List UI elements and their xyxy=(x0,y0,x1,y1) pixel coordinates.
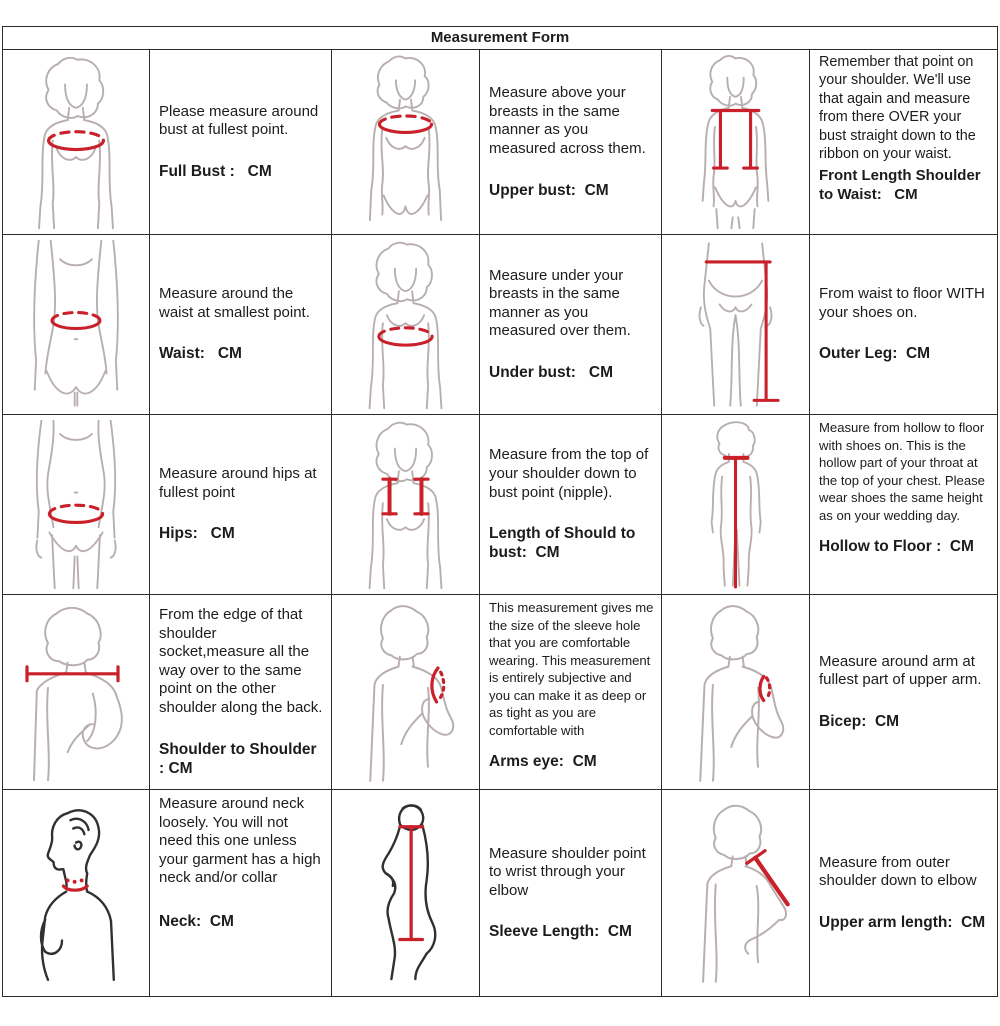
measurement-grid xyxy=(3,50,997,996)
upper-arm-label: Upper arm length: CM xyxy=(819,913,986,931)
upper-arm-illustration xyxy=(662,790,810,996)
upper-bust-cell xyxy=(480,50,662,235)
sleeve-length-figure-icon xyxy=(335,793,476,993)
bicep-cell xyxy=(810,595,997,790)
arms-eye-illustration xyxy=(332,595,480,790)
bicep-figure-icon xyxy=(665,598,806,786)
full-bust-figure-icon xyxy=(6,53,146,231)
hollow-to-floor-illustration xyxy=(662,415,810,595)
neck-label: Neck: CM xyxy=(159,912,234,930)
arms-eye-label: Arms eye: CM xyxy=(489,753,597,771)
front-length-cell xyxy=(810,50,997,235)
page-title: Measurement Form xyxy=(430,29,570,46)
under-bust-figure-icon xyxy=(335,238,476,411)
neck-illustration xyxy=(3,790,150,996)
waist-description: Measure around the waist at smallest point. xyxy=(159,285,310,321)
hips-cell xyxy=(150,415,332,595)
shoulder-to-shoulder-label: Shoulder to Shoulder : CM xyxy=(159,740,321,777)
shoulder-to-shoulder-cell xyxy=(150,595,332,790)
full-bust-illustration xyxy=(3,50,150,235)
hollow-to-floor-cell xyxy=(810,415,997,595)
hips-description: Measure around hips at fullest point xyxy=(159,465,321,501)
shoulder-to-bust-label: Length of Should to bust: CM xyxy=(489,525,640,562)
full-bust-cell xyxy=(150,50,332,235)
neck-figure-icon xyxy=(6,793,146,993)
bicep-illustration xyxy=(662,595,810,790)
hollow-to-floor-label: Hollow to Floor : CM xyxy=(819,538,974,556)
sleeve-length-illustration xyxy=(332,790,480,996)
hips-figure-icon xyxy=(6,418,146,591)
shoulder-to-bust-illustration xyxy=(332,415,480,595)
shoulder-to-shoulder-description: From the edge of that shoulder socket,measure all the way over to the same point on the other shoulder along the back. xyxy=(159,606,323,716)
full-bust-label: Full Bust : CM xyxy=(159,162,272,180)
waist-illustration xyxy=(3,235,150,415)
sleeve-length-label: Sleeve Length: CM xyxy=(489,923,632,941)
upper-bust-figure-icon xyxy=(335,53,476,231)
shoulder-to-shoulder-illustration xyxy=(3,595,150,790)
outer-leg-illustration xyxy=(662,235,810,415)
under-bust-cell xyxy=(480,235,662,415)
hollow-to-floor-description: Measure from hollow to floor with shoes on. This is the hollow part of your throat at the top of your chest. Please wear shoes the same height as on your wedding day. xyxy=(819,420,989,523)
waist-figure-icon xyxy=(6,238,146,411)
shoulder-to-bust-cell xyxy=(480,415,662,595)
under-bust-label: Under bust: CM xyxy=(489,364,613,382)
hips-illustration xyxy=(3,415,150,595)
upper-bust-description: Measure above your breasts in the same manner as you measured across them. xyxy=(489,84,646,157)
outer-leg-figure-icon xyxy=(665,238,806,411)
bicep-description: Measure around arm at fullest part of upper arm. xyxy=(819,652,982,689)
upper-arm-description: Measure from outer shoulder down to elbow xyxy=(819,853,977,890)
form-title-bar xyxy=(3,27,997,50)
neck-cell xyxy=(150,790,332,996)
front-length-description: Remember that point on your shoulder. We'll use that again and measure from there OVER your bust straight down to the ribbon on your waist. xyxy=(819,54,980,163)
upper-bust-illustration xyxy=(332,50,480,235)
measurement-form xyxy=(2,26,998,997)
upper-arm-figure-icon xyxy=(665,793,806,993)
shoulder-to-bust-description: Measure from the top of your shoulder down to bust point (nipple). xyxy=(489,446,653,501)
under-bust-description: Measure under your breasts in the same manner as you measured over them. xyxy=(489,266,631,340)
outer-leg-description: From waist to floor WITH your shoes on. xyxy=(819,285,990,321)
waist-cell xyxy=(150,235,332,415)
bicep-label: Bicep: CM xyxy=(819,712,900,730)
sleeve-length-description: Measure shoulder point to wrist through your elbow xyxy=(489,844,650,899)
under-bust-illustration xyxy=(332,235,480,415)
front-length-illustration xyxy=(662,50,810,235)
neck-description: Measure around neck loosely. You will not need this one unless your garment has a high neck and/or collar xyxy=(159,795,325,887)
upper-arm-cell xyxy=(810,790,997,996)
waist-label: Waist: CM xyxy=(159,345,242,363)
outer-leg-cell xyxy=(810,235,997,415)
sleeve-length-cell xyxy=(480,790,662,996)
shoulder-to-shoulder-figure-icon xyxy=(6,598,146,786)
upper-bust-label: Upper bust: CM xyxy=(489,181,609,199)
arms-eye-cell xyxy=(480,595,662,790)
outer-leg-label: Outer Leg: CM xyxy=(819,345,931,363)
hollow-to-floor-figure-icon xyxy=(665,418,806,591)
front-length-figure-icon xyxy=(665,53,806,231)
front-length-label: Front Length Shoulder to Waist: CM xyxy=(819,166,985,203)
arms-eye-description: This measurement gives me the size of the sleeve hole that you are comfortable wearing. This measurement is entirely subjective and you can make it as deep or as tight as you are comfortable with xyxy=(489,600,658,738)
full-bust-description: Please measure around bust at fullest point. xyxy=(159,102,323,139)
arms-eye-figure-icon xyxy=(335,598,476,786)
shoulder-to-bust-figure-icon xyxy=(335,418,476,591)
hips-label: Hips: CM xyxy=(159,525,235,543)
